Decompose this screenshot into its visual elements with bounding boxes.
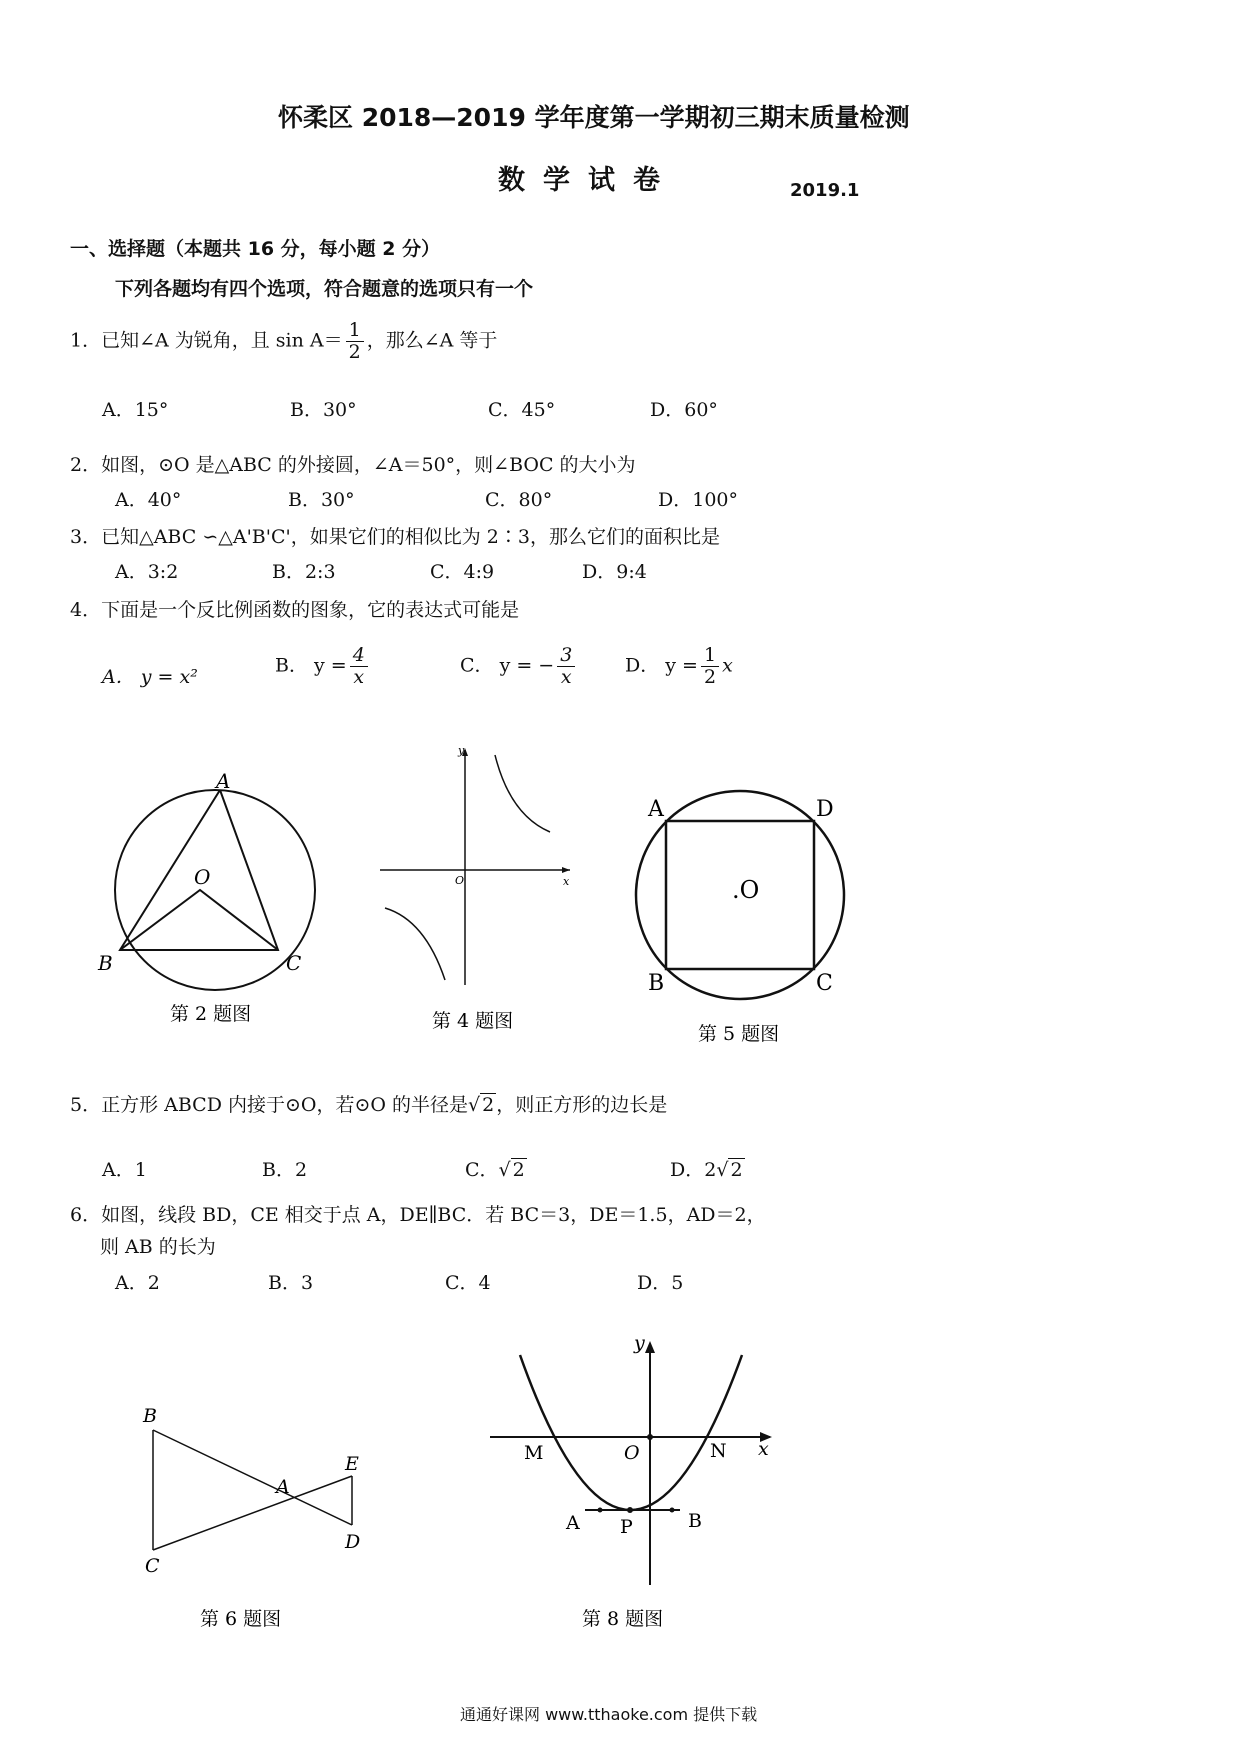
fig2-label-b: B (98, 951, 113, 975)
q1-option-d: D．60° (650, 399, 718, 421)
q3-option-a: A．3:2 (115, 561, 179, 583)
fig8-point-a (598, 1508, 603, 1513)
figure-4 (370, 740, 610, 1040)
fig6-segment-bd (153, 1430, 352, 1525)
fig4-label-o: O (455, 874, 465, 887)
fig4-caption: 第 4 题图 (432, 1010, 514, 1032)
fig8-caption: 第 8 题图 (582, 1608, 664, 1630)
q6-option-b: B．3 (268, 1272, 314, 1294)
q5-option-a: A．1 (102, 1159, 147, 1181)
q5-option-d (670, 1155, 745, 1182)
q4-option-d-pre: D． y = (625, 654, 698, 677)
fig2-label-o: O (194, 865, 211, 889)
q4-option-d (625, 645, 733, 688)
question-4: 4．下面是一个反比例函数的图象，它的表达式可能是 (70, 599, 520, 621)
fig2-label-c: C (286, 951, 302, 975)
q4-option-a (102, 662, 198, 689)
q5-sqrt: √ 2 (468, 1094, 495, 1116)
q4-c-den: x (560, 665, 572, 688)
fig8-label-b: B (688, 1510, 702, 1532)
q6-option-d: D．5 (637, 1272, 684, 1294)
q4-d-den: 2 (703, 665, 717, 688)
fig4-x-arrow (562, 867, 570, 873)
page-footer: 通通好课网 www.tthaoke.com 提供下载 (460, 1705, 758, 1724)
fig6-segment-ce (153, 1476, 352, 1550)
fig5-caption: 第 5 题图 (698, 1023, 780, 1045)
q1-option-a: A．15° (102, 399, 169, 421)
figure-6 (135, 1400, 395, 1635)
q5-option-d-pre: D．2 (670, 1159, 717, 1181)
q1-frac-num: 1 (346, 320, 364, 342)
section-instruction: 下列各题均有四个选项，符合题意的选项只有一个 (115, 278, 534, 300)
q4-option-b (275, 645, 371, 688)
fig2-caption: 第 2 题图 (170, 1003, 252, 1025)
fig6-label-b: B (143, 1405, 157, 1427)
q5-c-rad: 2 (512, 1159, 525, 1181)
q4-option-a-text: A． y = x² (102, 666, 198, 688)
fig5-label-o: .O (732, 876, 760, 904)
fig4-label-y: y (458, 744, 465, 757)
q4-option-c-frac (557, 645, 575, 688)
fig4-branch-q3 (385, 908, 445, 980)
fig2-label-a: A (216, 769, 231, 793)
q5-d-rad: 2 (730, 1159, 743, 1181)
q5-option-c (465, 1155, 527, 1182)
q2-option-a: A．40° (115, 489, 182, 511)
fig8-label-x: x (758, 1438, 769, 1460)
fig5-label-d: D (816, 797, 834, 822)
figure-5 (620, 770, 870, 1045)
fig2-circle (115, 790, 315, 990)
fig6-label-d: D (345, 1531, 361, 1553)
page-subtitle: 数学试卷 (498, 165, 678, 196)
q5-text-pre: 5．正方形 ABCD 内接于⊙O，若⊙O 的半径是 (70, 1094, 469, 1116)
q4-option-b-frac (350, 645, 368, 688)
fig4-branch-q1 (495, 755, 550, 832)
q5-option-b: B．2 (262, 1159, 308, 1181)
exam-date: 2019.1 (790, 180, 860, 201)
q1-option-c: C．45° (488, 399, 556, 421)
fig8-label-m: M (524, 1442, 544, 1464)
fig5-label-b: B (648, 971, 665, 996)
fig8-label-o: O (624, 1442, 640, 1464)
q5-text-post: ，则正方形的边长是 (496, 1094, 668, 1116)
q1-frac-den: 2 (348, 340, 361, 363)
fig8-y-arrow (645, 1341, 655, 1353)
q4-option-c-pre: C． y = − (460, 654, 555, 677)
q3-option-c: C．4:9 (430, 561, 495, 583)
fig8-point-b (670, 1508, 675, 1513)
q5-sqrt-rad: 2 (482, 1094, 495, 1116)
fig8-label-p: P (620, 1516, 633, 1538)
q3-option-b: B．2:3 (272, 561, 336, 583)
section-heading: 一、选择题（本题共 16 分，每小题 2 分） (70, 238, 441, 260)
fig6-label-e: E (345, 1453, 359, 1475)
q1-text-pre: 1．已知∠A 为锐角，且 sin A＝ (70, 329, 343, 352)
q4-option-b-pre: B． y = (275, 654, 347, 677)
q4-b-num: 4 (350, 645, 368, 667)
q1-text-post: ，那么∠A 等于 (366, 329, 498, 352)
q2-option-b: B．30° (288, 489, 355, 511)
fig8-point-p (627, 1507, 633, 1513)
q3-option-d: D．9:4 (582, 561, 647, 583)
question-3: 3．已知△ABC ∽△A'B'C'，如果它们的相似比为 2∶3，那么它们的面积比是 (70, 526, 720, 548)
fig5-label-a: A (648, 797, 664, 822)
q5-option-c-sqrt: √ 2 (498, 1159, 525, 1181)
q4-c-num: 3 (557, 645, 575, 667)
q2-option-d: D．100° (658, 489, 738, 511)
fig2-central-angle (120, 890, 278, 950)
question-5 (70, 1090, 667, 1117)
q6-option-c: C．4 (445, 1272, 491, 1294)
fig8-label-y: y (634, 1335, 645, 1354)
q4-option-c (460, 645, 578, 688)
q6-option-a: A．2 (115, 1272, 160, 1294)
q4-option-d-post: x (722, 654, 733, 677)
question-1 (70, 320, 497, 363)
fig8-parabola (520, 1355, 742, 1510)
q5-option-d-sqrt: √ 2 (716, 1159, 743, 1181)
q1-option-b: B．30° (290, 399, 357, 421)
fig6-label-a: A (276, 1476, 290, 1498)
q4-option-d-frac (701, 645, 719, 688)
q1-fraction (346, 320, 364, 363)
q5-option-c-pre: C． (465, 1159, 499, 1181)
fig4-label-x: x (563, 875, 570, 888)
page-title: 怀柔区 2018—2019 学年度第一学期初三期末质量检测 (278, 103, 910, 132)
figure-8 (480, 1335, 800, 1635)
q4-d-num: 1 (701, 645, 719, 667)
fig6-caption: 第 6 题图 (200, 1608, 282, 1630)
question-2: 2．如图，⊙O 是△ABC 的外接圆，∠A＝50°，则∠BOC 的大小为 (70, 454, 636, 476)
fig8-label-n: N (710, 1440, 727, 1462)
question-6-line-1: 6．如图，线段 BD，CE 相交于点 A，DE∥BC．若 BC＝3，DE＝1.5，AD＝2， (70, 1204, 766, 1226)
q4-b-den: x (353, 665, 365, 688)
fig8-label-a: A (566, 1512, 580, 1534)
fig6-label-c: C (145, 1555, 160, 1577)
question-6-line-2: 则 AB 的长为 (100, 1236, 216, 1258)
fig8-point-o (647, 1434, 653, 1440)
q2-option-c: C．80° (485, 489, 553, 511)
fig5-label-c: C (816, 971, 833, 996)
